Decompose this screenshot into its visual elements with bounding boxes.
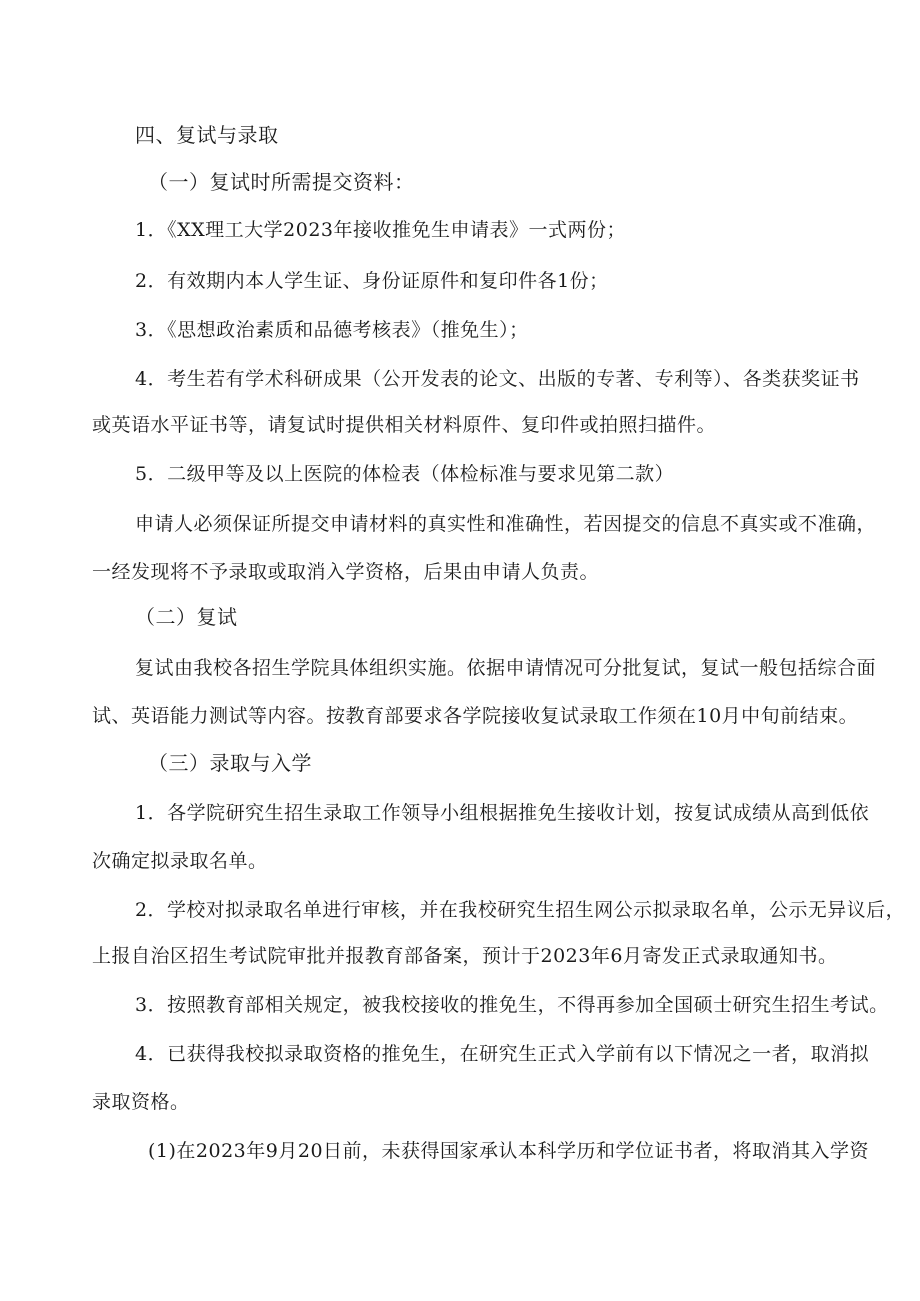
sub1-note-line-1: 申请人必须保证所提交申请材料的真实性和准确性，若因提交的信息不真实或不准确，: [135, 513, 877, 535]
sub3-item-4-line-1: 4．已获得我校拟录取资格的推免生，在研究生正式入学前有以下情况之一者，取消拟: [135, 1043, 870, 1065]
sub3-sub-item-1: (1)在2023年9月20日前，未获得国家承认本科学历和学位证书者，将取消其入学资: [148, 1140, 870, 1162]
sub1-item-4-line-2: 或英语水平证书等，请复试时提供相关材料原件、复印件或拍照扫描件。: [92, 414, 717, 436]
sub1-item-2: 2．有效期内本人学生证、身份证原件和复印件各1份；: [135, 270, 609, 292]
sub1-item-5: 5．二级甲等及以上医院的体检表（体检标准与要求见第二款）: [135, 463, 675, 485]
section-title: 四、复试与录取: [135, 123, 279, 147]
sub3-item-3: 3．按照教育部相关规定，被我校接收的推免生，不得再参加全国硕士研究生招生考试。: [135, 994, 889, 1016]
sub1-note-line-2: 一经发现将不予录取或取消入学资格，后果由申请人负责。: [92, 561, 600, 583]
sub3-item-1-line-1: 1．各学院研究生招生录取工作领导小组根据推免生接收计划，按复试成绩从高到低依: [135, 802, 870, 824]
sub1-item-3: 3．《思想政治素质和品德考核表》（推免生）；: [135, 319, 529, 341]
sub3-item-2-line-2: 上报自治区招生考试院审批并报教育部备案，预计于2023年6月寄发正式录取通知书。: [92, 945, 838, 967]
sub2-paragraph-line-2: 试、英语能力测试等内容。按教育部要求各学院接收复试录取工作须在10月中旬前结束。: [92, 705, 859, 727]
subsection-3-title: （三）录取与入学: [148, 751, 312, 775]
sub3-item-2-line-1: 2．学校对拟录取名单进行审核，并在我校研究生招生网公示拟录取名单，公示无异议后，: [135, 899, 905, 921]
sub3-item-1-line-2: 次确定拟录取名单。: [92, 850, 268, 872]
sub3-item-4-line-2: 录取资格。: [92, 1091, 190, 1113]
sub2-paragraph-line-1: 复试由我校各招生学院具体组织实施。依据申请情况可分批复试，复试一般包括综合面: [135, 657, 877, 679]
sub1-item-4-line-1: 4．考生若有学术科研成果（公开发表的论文、出版的专著、专利等）、各类获奖证书: [135, 368, 860, 390]
sub1-item-1: 1．《XX理工大学2023年接收推免生申请表》一式两份；: [135, 219, 626, 241]
subsection-1-title: （一）复试时所需提交资料：: [148, 170, 415, 194]
subsection-2-title: （二）复试: [135, 605, 238, 629]
